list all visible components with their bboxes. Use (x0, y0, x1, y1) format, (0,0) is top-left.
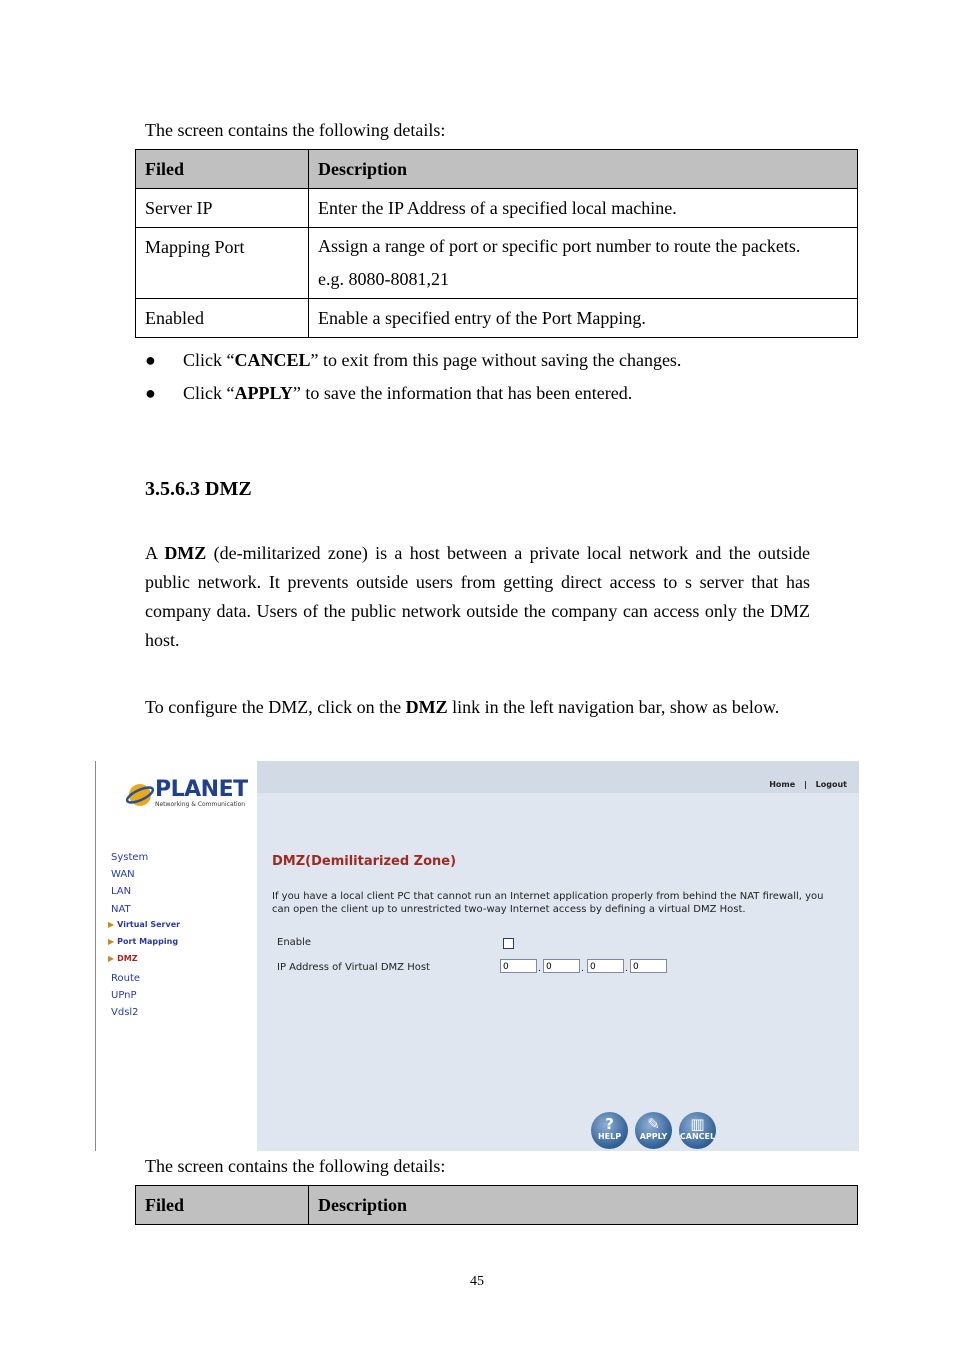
header-description: Description (309, 150, 858, 189)
header-description: Description (309, 1186, 858, 1225)
cell-description (309, 228, 858, 299)
top-links: Home | Logout (769, 780, 847, 789)
bullet-keyword: APPLY (234, 383, 293, 403)
logo-text: PLANET (155, 777, 248, 802)
table-header-row (136, 1186, 858, 1225)
trash-icon: ▥ (690, 1115, 705, 1133)
nav-nat[interactable]: NAT (111, 904, 131, 915)
header-field: Filed (136, 150, 309, 189)
nav-lan[interactable]: LAN (111, 886, 132, 897)
ip-octet-4-input[interactable]: 0 (630, 959, 667, 973)
ip-label: IP Address of Virtual DMZ Host (277, 962, 430, 973)
sidebar (95, 761, 258, 1151)
planet-logo-icon (126, 781, 154, 809)
arrow-right-icon: ▶ (108, 920, 115, 929)
home-link[interactable]: Home (769, 780, 796, 789)
cell-description-line: Assign a range of port or specific port number to route the packets. (318, 236, 801, 256)
arrow-right-icon: ▶ (108, 937, 115, 946)
cell-field: Enabled (136, 299, 309, 338)
ip-octet-1-input[interactable]: 0 (500, 959, 537, 973)
nav-system[interactable]: System (111, 852, 149, 863)
dmz-keyword: DMZ (164, 543, 207, 563)
bullet-text: Click “ (183, 383, 235, 403)
cell-description: Enter the IP Address of a specified local machine. (309, 189, 858, 228)
table-row (136, 299, 858, 338)
logo-subtitle: Networking & Communication (155, 801, 246, 808)
nav-port-mapping[interactable]: ▶ Port Mapping (108, 937, 179, 946)
header-field: Filed (136, 1186, 309, 1225)
bullet-dot-icon: ● (145, 383, 156, 403)
bullet-dot-icon: ● (145, 350, 156, 370)
cell-description: Enable a specified entry of the Port Mapping. (309, 299, 858, 338)
section-heading: 3.5.6.3 DMZ (145, 478, 252, 500)
intro-text: The screen contains the following details: (145, 120, 446, 140)
configure-instruction: To configure the DMZ, click on the DMZ link in the left navigation bar, show as below. (145, 697, 780, 717)
nav-wan[interactable]: WAN (111, 869, 135, 880)
page-title: DMZ(Demilitarized Zone) (272, 854, 457, 869)
nav-upnp[interactable]: UPnP (111, 990, 137, 1001)
table-header-row (136, 150, 858, 189)
apply-button[interactable]: ✎ APPLY (635, 1112, 672, 1149)
nav-dmz[interactable]: ▶ DMZ (108, 954, 138, 963)
bullet-apply (145, 377, 825, 410)
top-bar (257, 761, 859, 793)
details-table-2 (135, 1185, 858, 1225)
cell-field: Server IP (136, 189, 309, 228)
main-panel: Home | Logout DMZ(Demilitarized Zone) If you have a local client PC that cannot run an Internet application properly from behind the NAT firewall, you can open the client up to unrestricted two-way Internet access by defining a virtual DMZ Host. Enable IP Address of Virtual DMZ Host 0 . 0 . 0 . 0 ? HELP ✎ APPLY ▥ CANCEL (257, 761, 859, 1151)
table-row (136, 228, 858, 299)
router-screenshot (95, 761, 859, 1151)
enable-checkbox[interactable] (503, 938, 514, 949)
ip-octet-2-input[interactable]: 0 (543, 959, 580, 973)
dmz-link-keyword: DMZ (405, 697, 448, 717)
intro-text-bottom: The screen contains the following details: (145, 1156, 446, 1176)
cancel-button[interactable]: ▥ CANCEL (679, 1112, 716, 1149)
table-row (136, 189, 858, 228)
cell-field: Mapping Port (136, 228, 309, 299)
enable-label: Enable (277, 937, 312, 948)
bullet-text: ” to save the information that has been entered. (292, 383, 633, 403)
arrow-right-icon: ▶ (108, 954, 115, 963)
page-number: 45 (470, 1274, 484, 1289)
nav-virtual-server[interactable]: ▶ Virtual Server (108, 920, 181, 929)
details-table (135, 149, 858, 338)
bullet-keyword: CANCEL (234, 350, 311, 370)
bullet-text: ” to exit from this page without saving the changes. (310, 350, 682, 370)
dmz-description: A DMZ (de-militarized zone) is a host between a private local network and the outside public network. It prevents outside users from getting direct access to s server that has company data. Users of the public network outside the company can access only the DMZ host. (145, 543, 810, 650)
logout-link[interactable]: Logout (815, 780, 847, 789)
question-mark-icon: ? (605, 1115, 614, 1133)
cell-description-example: e.g. 8080-8081,21 (318, 269, 449, 289)
ip-octet-3-input[interactable]: 0 (587, 959, 624, 973)
nav-route[interactable]: Route (111, 973, 141, 984)
bullet-cancel (145, 344, 825, 377)
help-button[interactable]: ? HELP (591, 1112, 628, 1149)
bullet-text: Click “ (183, 350, 235, 370)
dmz-help-text: If you have a local client PC that cannot run an Internet application properly from behind the NAT firewall, you can open the client up to unrestricted two-way Internet access by defining a virtual DMZ Host. (272, 891, 824, 915)
apply-icon: ✎ (647, 1115, 660, 1133)
nav-vdsl2[interactable]: Vdsl2 (111, 1007, 139, 1018)
